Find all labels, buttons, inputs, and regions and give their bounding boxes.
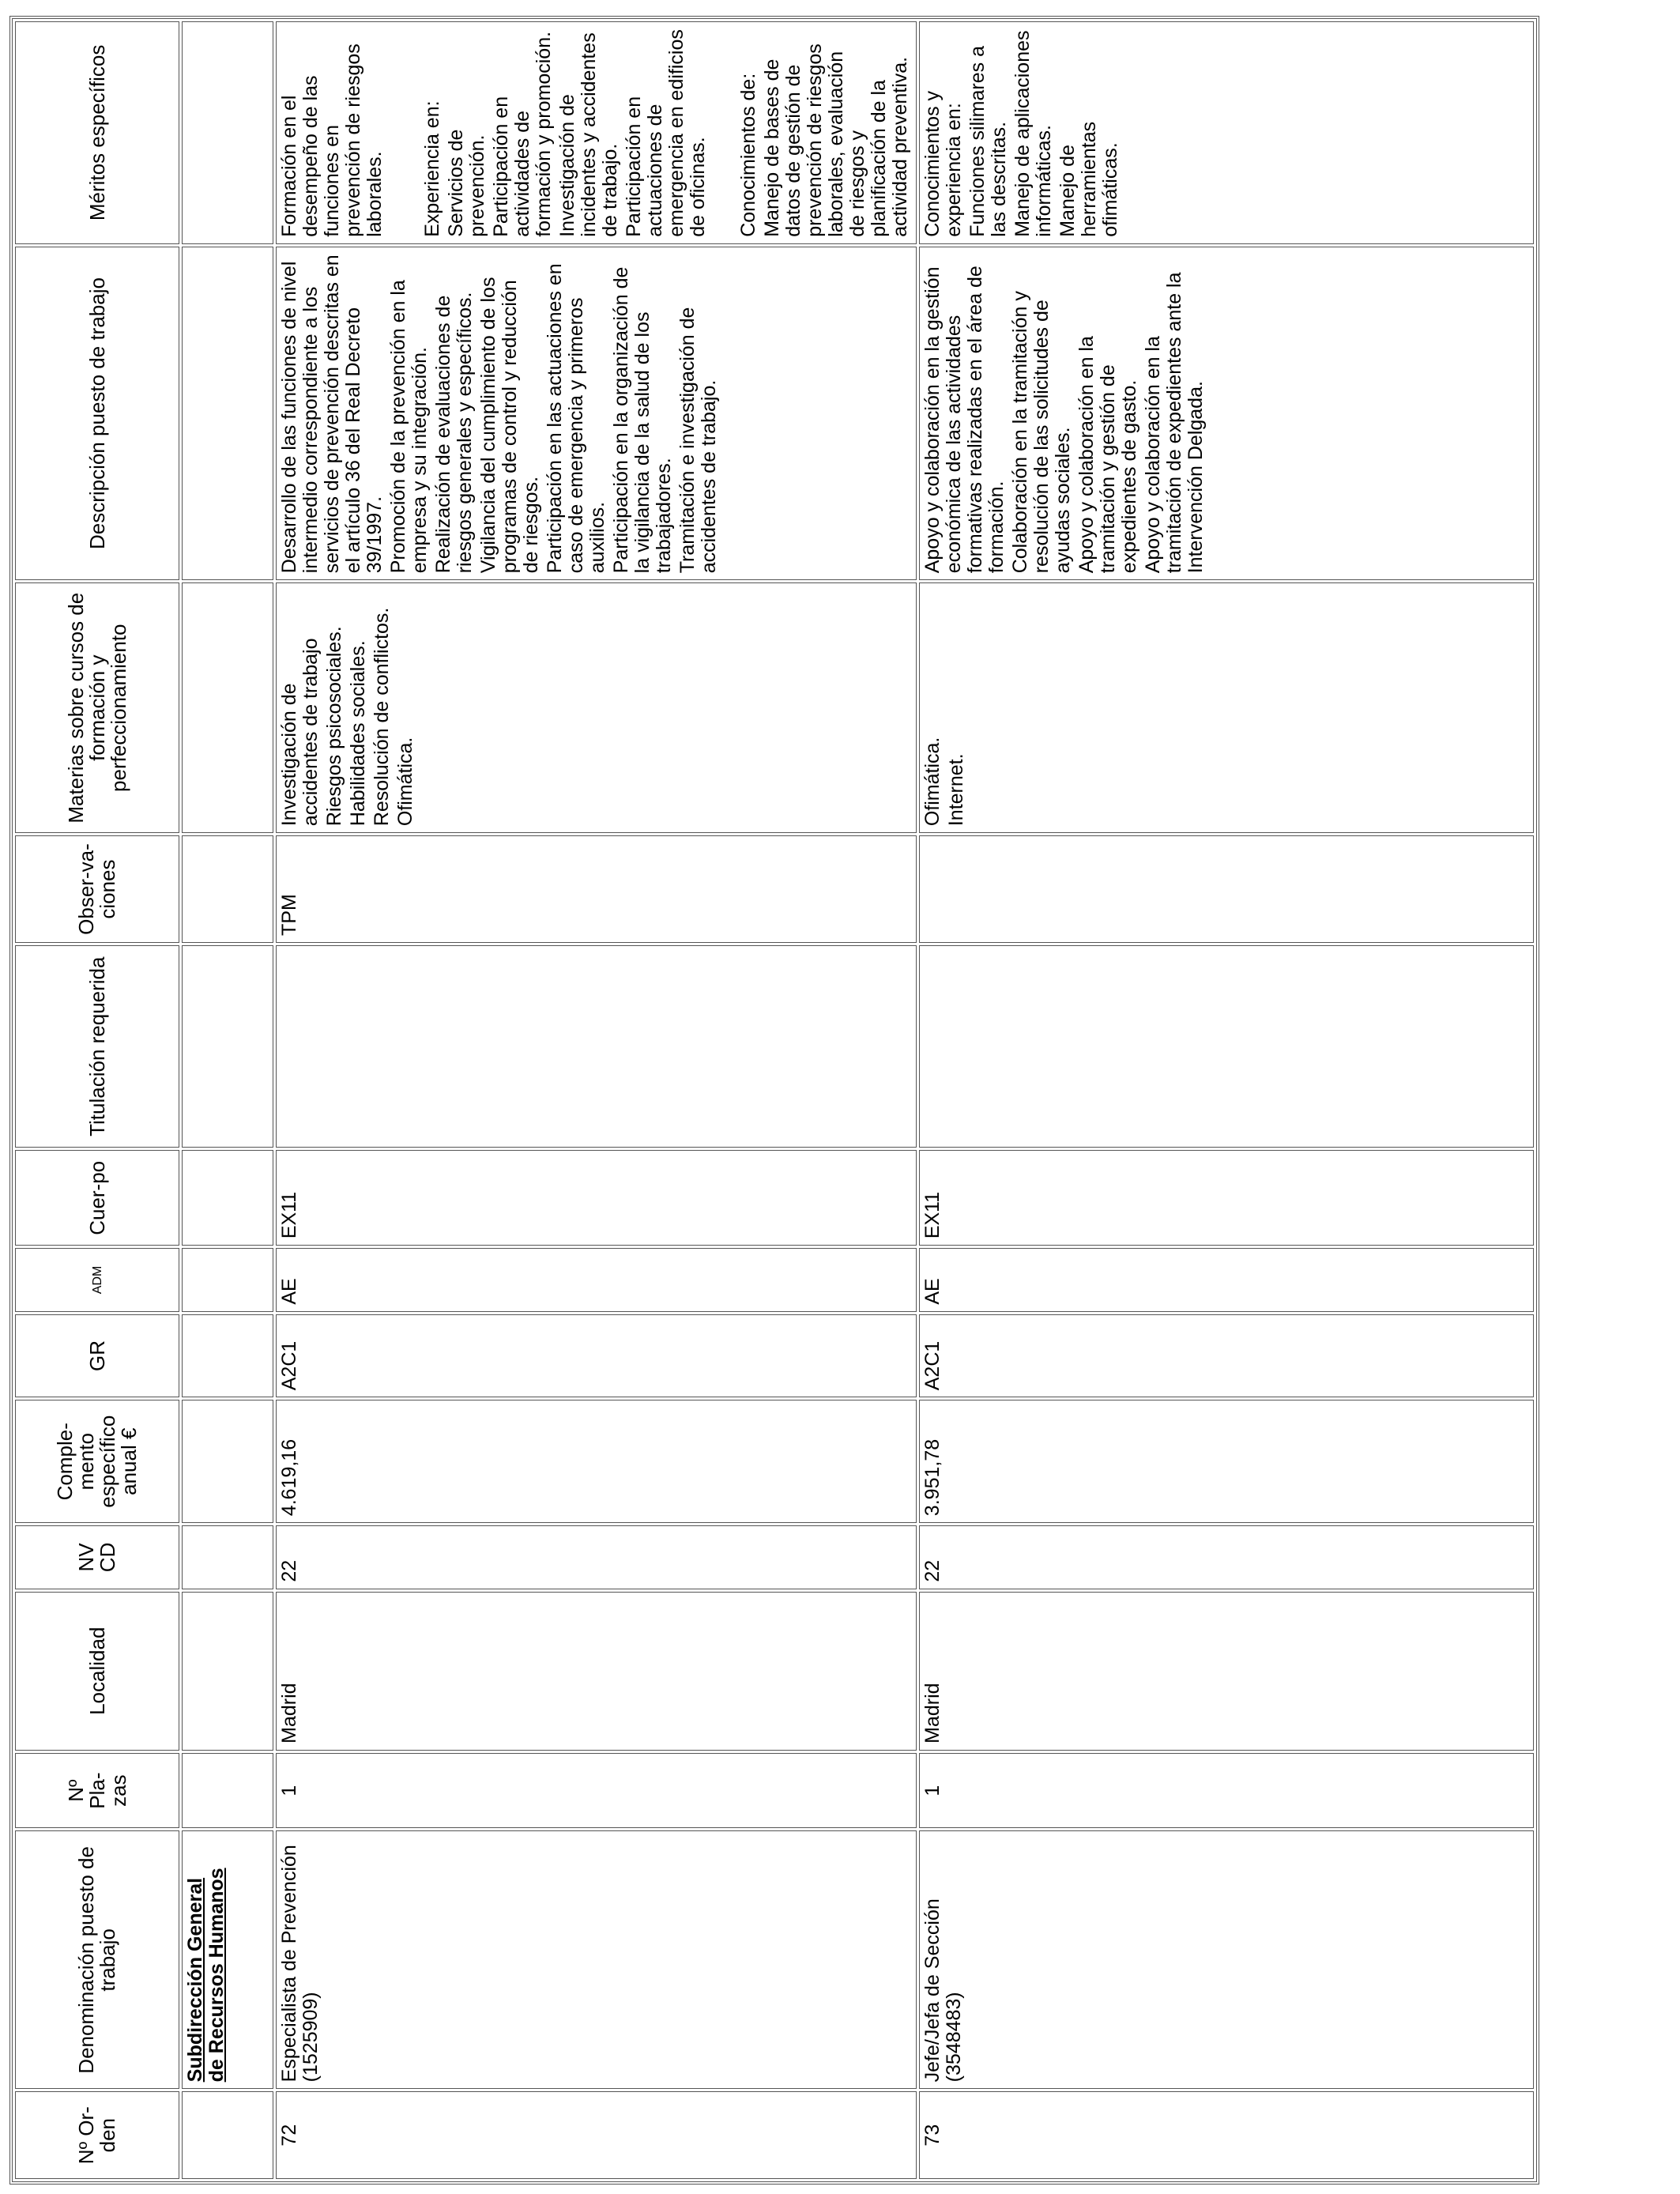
cell-orden: 72 xyxy=(276,2091,917,2179)
section-title-line2: de Recursos Humanos xyxy=(205,1868,228,2083)
cell-grupo: A2C1 xyxy=(919,1314,1534,1398)
merito-item: Funciones silimares a las descritas. xyxy=(966,46,1010,237)
rpt-table xyxy=(9,16,1539,2185)
header-descripcion: Descripción puesto de trabajo xyxy=(15,247,179,581)
header-denominacion: Denominación puesto de trabajo xyxy=(15,1830,179,2089)
header-adm: ADM xyxy=(15,1248,179,1311)
merito-item: Participación en actividades de formación y promoción. xyxy=(490,31,555,237)
section-title xyxy=(182,1830,273,2089)
header-observaciones: Obser-va-ciones xyxy=(15,835,179,943)
header-grupo: GR xyxy=(15,1314,179,1398)
cell-nivel: 22 xyxy=(919,1525,1534,1589)
cell-orden: 73 xyxy=(919,2091,1534,2179)
cell-adm: AE xyxy=(919,1248,1534,1311)
header-plazas: Nº Pla-zas xyxy=(15,1753,179,1829)
cell-localidad: Madrid xyxy=(919,1592,1534,1751)
descripcion-item: Colaboración en la tramitación y resolución de las solicitudes de ayudas sociales. xyxy=(1009,291,1074,574)
materia-item: Habilidades sociales. xyxy=(347,640,369,827)
materia-item: Riesgos psicosociales. xyxy=(323,626,345,827)
merito-item: Manejo de herramientas ofimáticas. xyxy=(1057,121,1121,237)
cell-meritos xyxy=(919,21,1534,244)
cell-denominacion: Jefe/Jefa de Sección (3548483) xyxy=(919,1830,1534,2089)
merito-conocimientos-title: Conocimientos de: xyxy=(737,73,759,237)
descripcion-item: Participación en las actuaciones en caso de emergencia y primeros auxilios. xyxy=(544,263,608,574)
cell-cuerpo: EX11 xyxy=(919,1150,1534,1246)
header-nivel: NV CD xyxy=(15,1525,179,1589)
section-title-line1: Subdirección General xyxy=(184,1877,206,2083)
descripcion-item: Desarrollo de las funciones de nivel intermedio correspondiente a los servicios de prevención descritas en el artículo 36 del Real Decreto 39/1997. xyxy=(278,254,386,574)
descripcion-item: Tramitación e investigación de accidentes de trabajo. xyxy=(676,307,720,574)
materia-item: Internet. xyxy=(945,753,967,827)
header-titulacion: Titulación requerida xyxy=(15,945,179,1148)
descripcion-item: Apoyo y colaboración en la tramitación y gestión de expedientes de gasto. xyxy=(1075,336,1140,574)
cell-complemento: 3.951,78 xyxy=(919,1400,1534,1523)
cell-materias xyxy=(276,582,917,833)
cell-materias xyxy=(919,582,1534,833)
merito-item: Servicios de prevención. xyxy=(445,129,488,237)
cell-descripcion xyxy=(919,247,1534,581)
merito-item: Investigación de incidentes y accidentes de trabajo. xyxy=(556,32,621,237)
cell-meritos xyxy=(276,21,917,244)
cell-descripcion xyxy=(276,247,917,581)
cell-observaciones xyxy=(919,835,1534,943)
merito-item: Manejo de aplicaciones informáticas. xyxy=(1011,30,1055,237)
descripcion-item: Apoyo y colaboración en la gestión económica de las actividades formativas realizadas en el área de formación. xyxy=(921,266,1008,574)
descripcion-item: Promoción de la prevención en la empresa y su integración. xyxy=(387,280,431,574)
cell-titulacion xyxy=(276,945,917,1148)
cell-adm: AE xyxy=(276,1248,917,1311)
header-row xyxy=(15,21,179,2179)
cell-denominacion: Especialista de Prevención (1525909) xyxy=(276,1830,917,2089)
cell-grupo: A2C1 xyxy=(276,1314,917,1398)
section-row xyxy=(182,21,273,2179)
header-complemento: Comple-mento específico anual € xyxy=(15,1400,179,1523)
cell-localidad: Madrid xyxy=(276,1592,917,1751)
table-row xyxy=(919,21,1534,2179)
merito-experiencia-title: Experiencia en: xyxy=(421,100,443,237)
descripcion-item: Realización de evaluaciones de riesgos generales y específicos. xyxy=(432,292,476,574)
cell-plazas: 1 xyxy=(919,1753,1534,1829)
cell-nivel: 22 xyxy=(276,1525,917,1589)
cell-titulacion xyxy=(919,945,1534,1148)
merito-item: Manejo de bases de datos de gestión de prevención de riesgos laborales, evaluación de riesgos y planificación de la actividad preventiva. xyxy=(761,43,911,237)
descripcion-item: Vigilancia del cumplimiento de los programas de control y reducción de riesgos. xyxy=(477,277,542,574)
header-meritos: Méritos específicos xyxy=(15,21,179,244)
header-materias: Materias sobre cursos de formación y perfeccionamiento xyxy=(15,582,179,833)
descripcion-item: Apoyo y colaboración en la tramitación de expedientes ante la Intervención Delgada. xyxy=(1142,272,1207,574)
materia-item: Ofimática. xyxy=(921,737,944,827)
cell-observaciones: TPM xyxy=(276,835,917,943)
table-row xyxy=(276,21,917,2179)
merito-item: Participación en actuaciones de emergencia en edificios de oficinas. xyxy=(623,29,709,237)
header-localidad: Localidad xyxy=(15,1592,179,1751)
descripcion-item: Participación en la organización de la vigilancia de la salud de los trabajadores. xyxy=(610,266,675,574)
materia-item: Investigación de accidentes de trabajo xyxy=(278,638,322,827)
merito-intro: Conocimientos y experiencia en: xyxy=(921,90,965,237)
cell-complemento: 4.619,16 xyxy=(276,1400,917,1523)
merito-formacion: Formación en el desempeño de las funciones en prevención de riesgos laborales. xyxy=(278,43,386,237)
materia-item: Ofimática. xyxy=(394,737,416,827)
header-cuerpo: Cuer-po xyxy=(15,1150,179,1246)
cell-plazas: 1 xyxy=(276,1753,917,1829)
materia-item: Resolución de conflictos. xyxy=(371,607,393,827)
header-orden: Nº Or-den xyxy=(15,2091,179,2179)
cell-cuerpo: EX11 xyxy=(276,1150,917,1246)
